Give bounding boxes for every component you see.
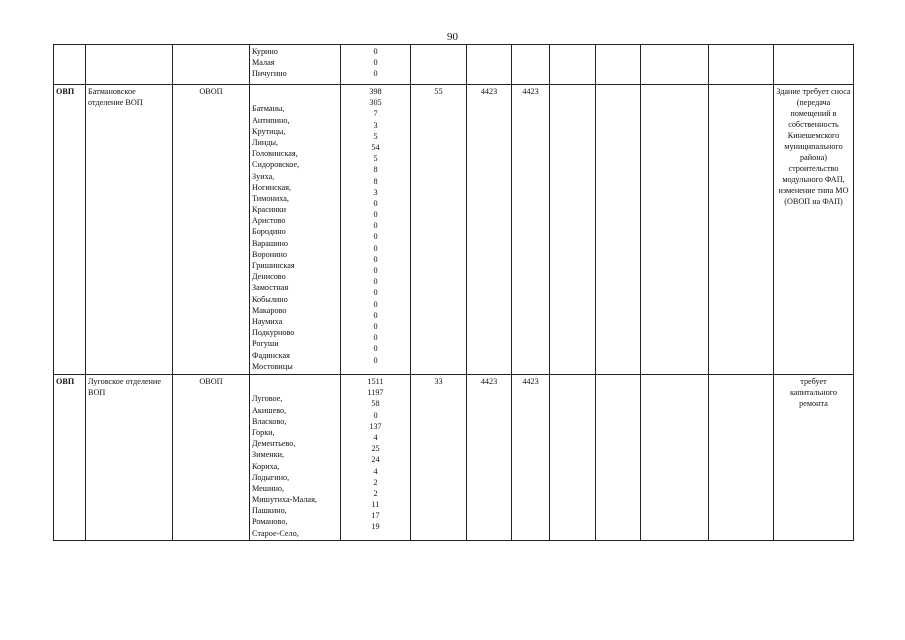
- cell-col5: [411, 45, 467, 85]
- population-list: [343, 376, 408, 533]
- table-row: [54, 375, 854, 541]
- cell-code: [54, 85, 86, 375]
- village-name: Старое-Село,: [252, 528, 299, 538]
- village-name: Мешино,: [252, 483, 285, 493]
- village-population: 11: [371, 500, 380, 510]
- cell-empty: [596, 45, 641, 85]
- village-population: 0: [373, 333, 378, 343]
- village-population: 5: [373, 131, 378, 141]
- village-population: 54: [371, 142, 380, 152]
- cell-col6: [467, 45, 512, 85]
- village-name: Аристово: [252, 216, 286, 226]
- village-population: 0: [373, 243, 378, 253]
- value-col5: 33: [434, 377, 443, 386]
- village-population: 137: [369, 421, 382, 431]
- village-name: Макарово: [252, 305, 287, 315]
- village-population: 17: [371, 511, 380, 521]
- population-list: [343, 86, 408, 366]
- village-name: Замостная: [252, 283, 289, 293]
- village-population: 0: [373, 266, 378, 275]
- village-name: Мишутиха-Малая,: [252, 495, 317, 505]
- village-population: 8: [373, 165, 378, 175]
- cell-col5: [411, 375, 467, 541]
- village-name: Рогуши: [252, 339, 279, 349]
- population-list: [343, 46, 408, 80]
- village-name: Фадинская: [252, 350, 290, 360]
- value-col7: 4423: [522, 87, 539, 96]
- cell-empty: [641, 375, 709, 541]
- table-row: [54, 85, 854, 375]
- cell-code: [54, 45, 86, 85]
- facility-code: ОВП: [56, 377, 75, 386]
- village-name: Малая: [252, 58, 275, 68]
- village-population: 0: [373, 198, 378, 208]
- village-population: 0: [373, 232, 378, 242]
- village-name: Пичугино: [252, 69, 287, 79]
- cell-type: [173, 45, 250, 85]
- village-population: 0: [373, 299, 378, 309]
- village-population: 24: [371, 455, 380, 465]
- page-number: 90: [447, 31, 458, 43]
- village-population: 2: [373, 488, 378, 498]
- village-population: 0: [373, 410, 378, 420]
- cell-col7: [512, 375, 550, 541]
- cell-empty: [709, 45, 774, 85]
- village-name: Ногинская,: [252, 182, 292, 192]
- village-name: Луговое,: [252, 394, 283, 404]
- village-population: 8: [373, 176, 378, 186]
- village-population: 0: [373, 69, 378, 79]
- village-name: Варашино: [252, 238, 288, 248]
- village-population: 0: [373, 355, 378, 365]
- village-name: Кориха,: [252, 461, 280, 471]
- village-population: 0: [373, 310, 378, 320]
- village-population: 0: [373, 321, 378, 331]
- cell-name: [86, 375, 173, 541]
- table-body: [54, 45, 854, 541]
- village-population: 0: [373, 210, 378, 220]
- village-population: 0: [373, 344, 378, 354]
- value-col5: 55: [434, 87, 443, 96]
- village-name: Мостовицы: [252, 361, 293, 371]
- village-population: 4: [373, 432, 378, 442]
- village-name: Романово,: [252, 517, 288, 527]
- village-name: Крутицы,: [252, 126, 286, 136]
- village-population: 1197: [367, 388, 384, 398]
- cell-villages: [250, 375, 341, 541]
- village-name: Денисово: [252, 272, 286, 282]
- village-name: Батманы,: [252, 104, 285, 114]
- facility-name: Луговское отделение ВОП: [88, 377, 161, 397]
- cell-population: [341, 85, 411, 375]
- village-population: 0: [373, 58, 378, 68]
- facilities-table: [53, 44, 854, 541]
- village-name: Зуиха,: [252, 171, 275, 181]
- cell-empty: [641, 45, 709, 85]
- village-population: 4: [373, 466, 378, 476]
- cell-empty: [641, 85, 709, 375]
- village-population: 0: [373, 277, 378, 287]
- village-name: Сидоровское,: [252, 160, 300, 170]
- village-list: [252, 376, 338, 539]
- village-name: Кобылино: [252, 294, 288, 304]
- cell-code: [54, 375, 86, 541]
- village-name: Головинская,: [252, 149, 298, 159]
- cell-empty: [550, 375, 596, 541]
- village-name: Бородино: [252, 227, 286, 237]
- population-total: 398: [369, 87, 382, 96]
- cell-empty: [596, 375, 641, 541]
- village-name: Наумиха: [252, 316, 283, 326]
- cell-name: [86, 85, 173, 375]
- cell-empty: [709, 375, 774, 541]
- village-name: Гришинская: [252, 261, 295, 270]
- village-name: Пашкино,: [252, 506, 287, 516]
- village-name: Горки,: [252, 427, 275, 437]
- village-population: 3: [373, 120, 378, 130]
- cell-note: [774, 45, 854, 85]
- village-population: 0: [373, 47, 378, 56]
- cell-note: [774, 85, 854, 375]
- village-population: 7: [373, 109, 378, 119]
- village-name: Воронино: [252, 249, 287, 259]
- facility-type: ОВОП: [199, 377, 223, 386]
- village-name: Лодыгино,: [252, 472, 290, 482]
- cell-col7: [512, 85, 550, 375]
- facility-note: Здание требует сноса (передача помещений в собственность Кинешемского муниципального района) строительство модульного ФАП, изменение типа МО (ОВОП на ФАП): [776, 87, 851, 206]
- value-col6: 4423: [480, 87, 498, 96]
- value-col6: 4423: [480, 377, 498, 386]
- cell-col6: [467, 85, 512, 375]
- facility-note: требует капитального ремонта: [789, 377, 838, 408]
- spacer: [252, 86, 338, 97]
- facility-name: Батмановское отделение ВОП: [88, 87, 143, 107]
- village-population: 19: [371, 522, 380, 532]
- cell-col7: [512, 45, 550, 85]
- cell-name: [86, 45, 173, 85]
- facility-type: ОВОП: [199, 87, 223, 96]
- village-population: 3: [373, 187, 378, 197]
- cell-villages: [250, 85, 341, 375]
- value-col7: 4423: [522, 377, 539, 386]
- cell-type: [173, 375, 250, 541]
- village-list: [252, 46, 338, 80]
- cell-population: [341, 375, 411, 541]
- village-name: Зименки,: [252, 450, 285, 460]
- cell-col5: [411, 85, 467, 375]
- village-population: 25: [371, 444, 380, 454]
- village-name: Линды,: [252, 137, 279, 147]
- village-population: 0: [373, 221, 378, 231]
- village-name: Подкурново: [252, 328, 295, 338]
- cell-empty: [550, 45, 596, 85]
- village-name: Власково,: [252, 416, 287, 426]
- village-population: 58: [371, 399, 380, 409]
- cell-type: [173, 85, 250, 375]
- cell-empty: [709, 85, 774, 375]
- table-row: [54, 45, 854, 85]
- village-name: Красинки: [252, 205, 286, 215]
- village-population: 2: [373, 477, 378, 487]
- village-name: Курино: [252, 47, 278, 56]
- cell-col6: [467, 375, 512, 541]
- village-name: Антипино,: [252, 115, 290, 125]
- village-population: 0: [373, 288, 378, 298]
- village-population: 0: [373, 254, 378, 264]
- village-name: Тимониха,: [252, 193, 289, 203]
- population-total: 1511: [367, 377, 384, 386]
- village-name: Акишево,: [252, 405, 287, 415]
- spacer: [252, 376, 338, 387]
- village-population: 305: [369, 98, 382, 108]
- village-name: Дементьево,: [252, 439, 296, 449]
- village-list: [252, 86, 338, 372]
- cell-villages: [250, 45, 341, 85]
- facility-code: ОВП: [56, 87, 75, 96]
- cell-population: [341, 45, 411, 85]
- cell-note: [774, 375, 854, 541]
- cell-empty: [550, 85, 596, 375]
- cell-empty: [596, 85, 641, 375]
- village-population: 5: [373, 154, 378, 164]
